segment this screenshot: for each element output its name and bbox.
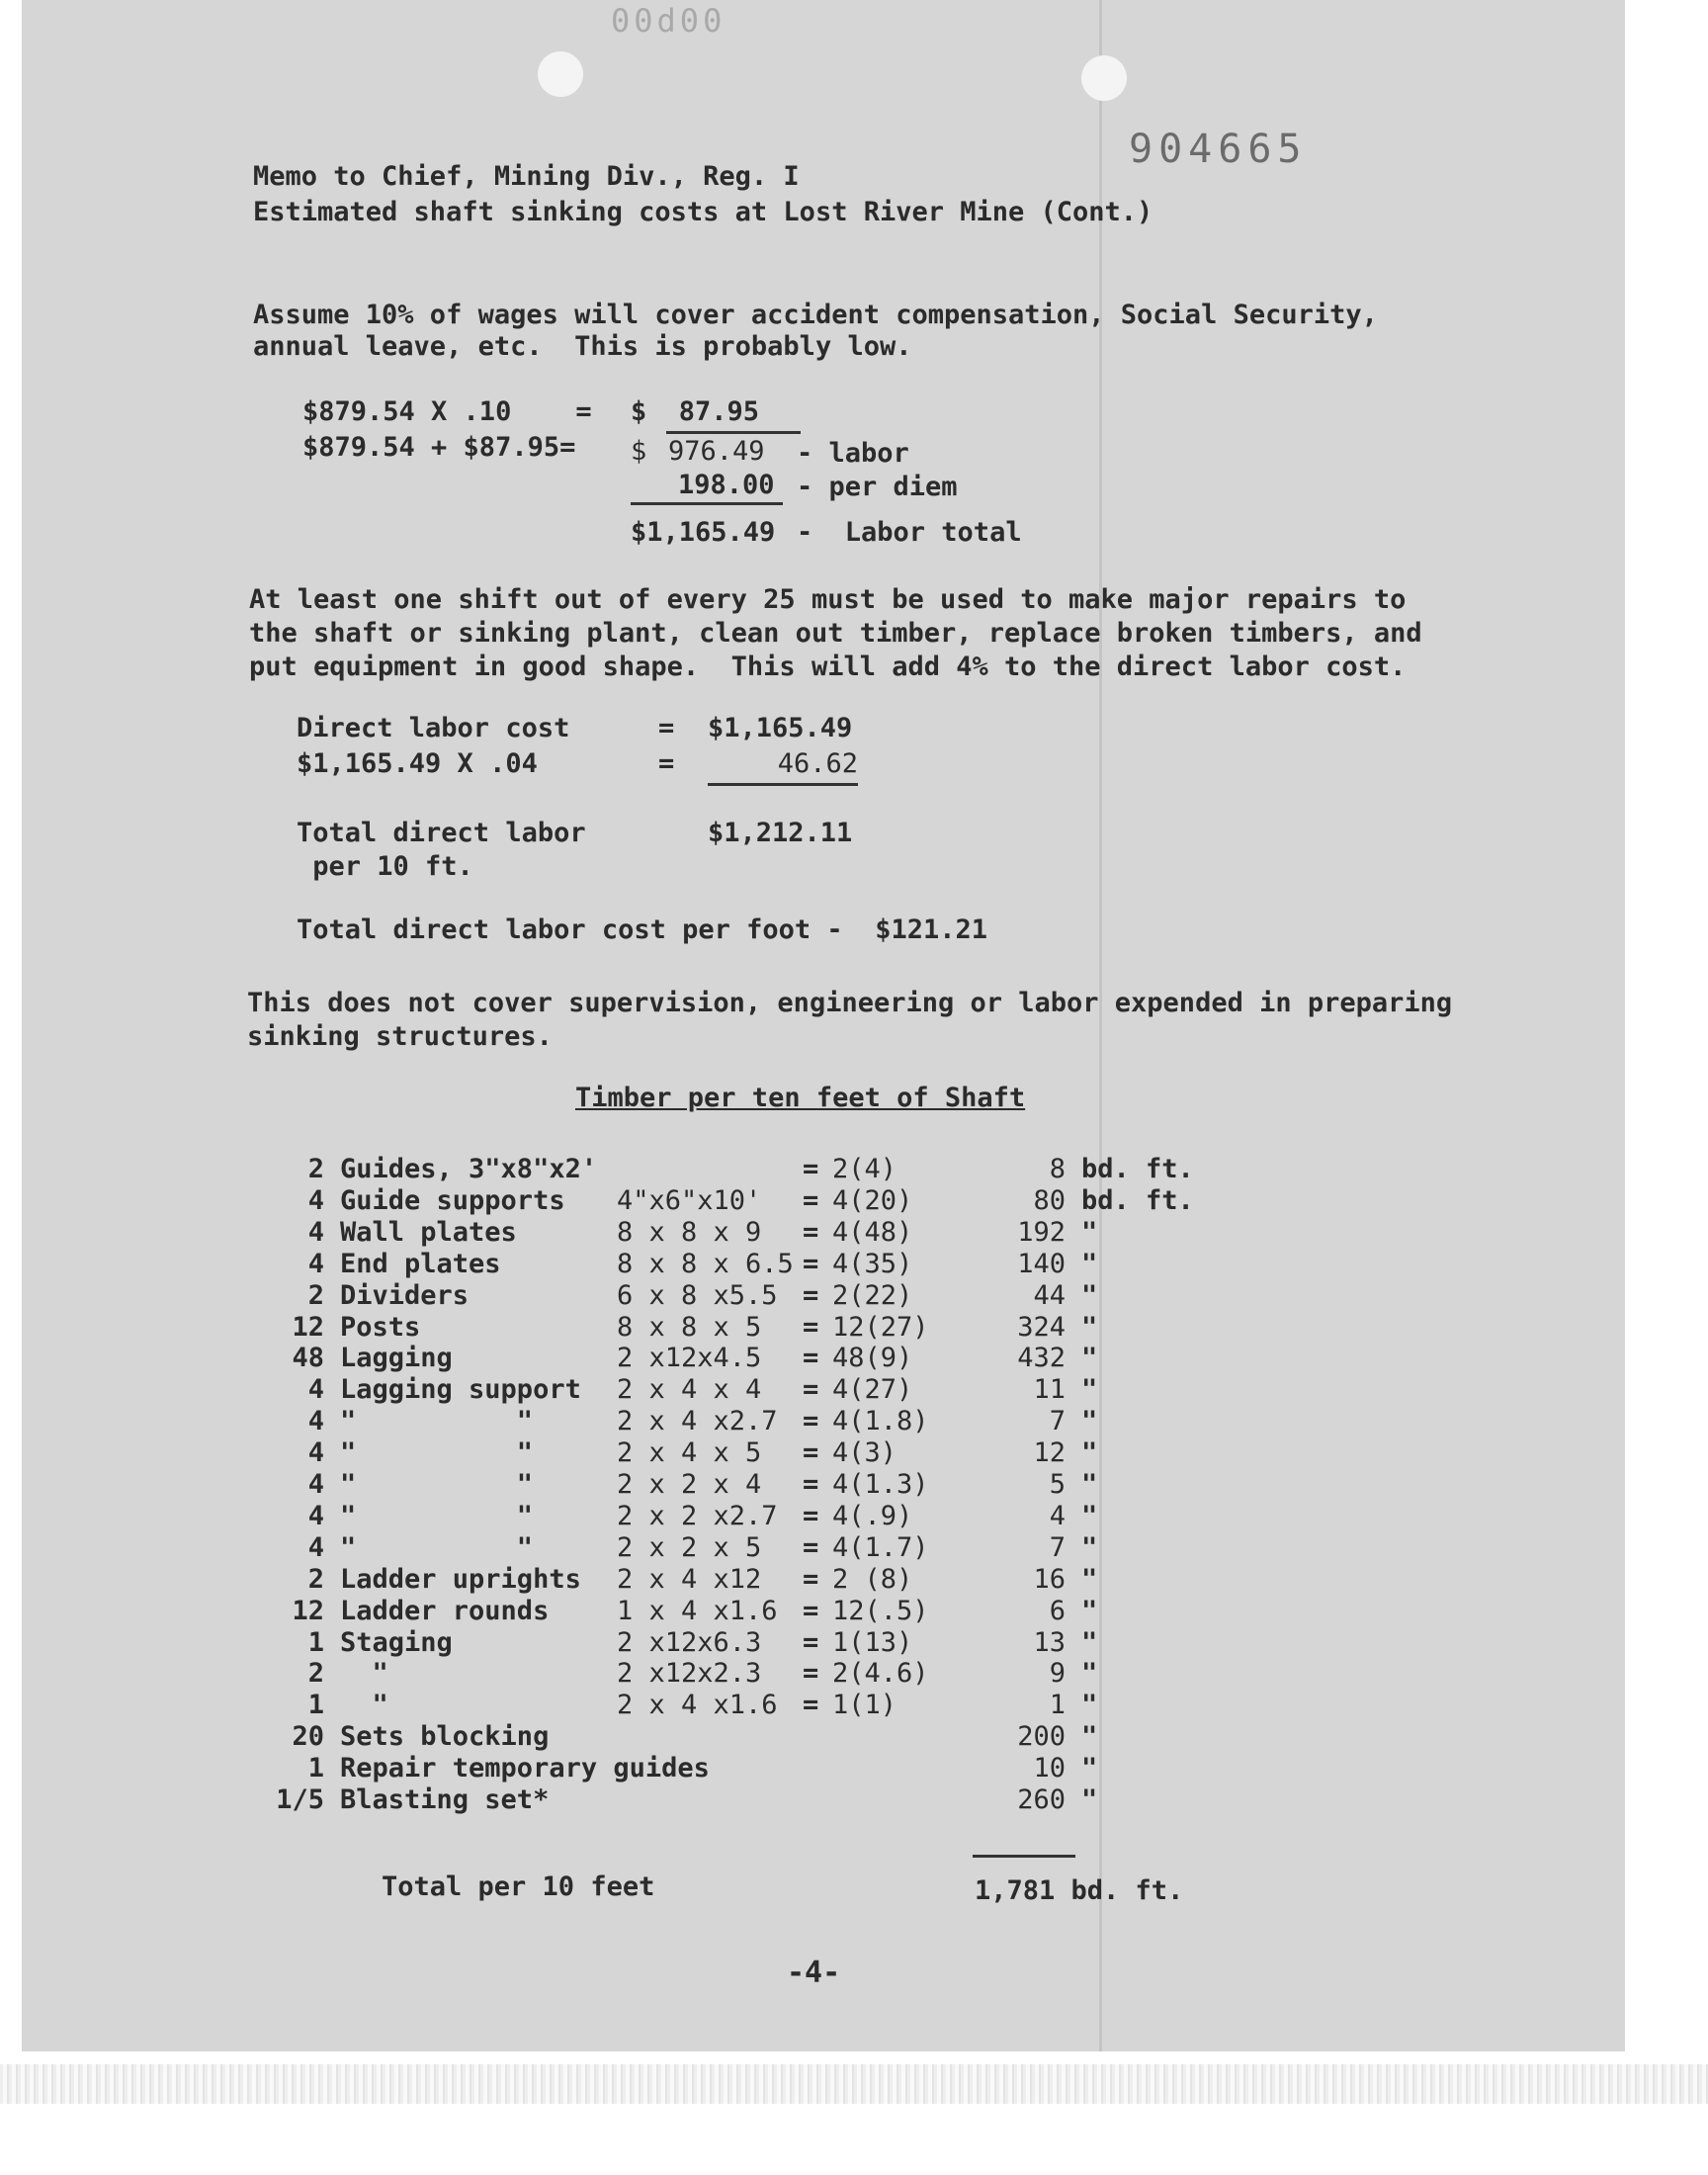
row-unit: " (1081, 1248, 1098, 1279)
row-calc: 4(.9) (832, 1500, 913, 1531)
row-dimensions: 2 x12x4.5 (617, 1343, 762, 1374)
paragraph-line: At least one shift out of every 25 must be used to make major repairs to (249, 584, 1407, 615)
row-item: Dividers (340, 1279, 470, 1311)
row-calc: 2(4.6) (832, 1658, 929, 1690)
row-qty: 4 (307, 1216, 324, 1248)
row-equals: = (803, 1563, 819, 1595)
calc-row-value: 198.00 (678, 470, 775, 500)
row-unit: " (1081, 1784, 1098, 1815)
row-calc: 4(3) (832, 1437, 897, 1469)
paragraph-line: Assume 10% of wages will cover accident compensation, Social Security, (253, 300, 1378, 330)
row-equals: = (803, 1406, 819, 1437)
row-qty: 2 (307, 1154, 324, 1184)
row-item: " " (340, 1406, 534, 1437)
row-qty: 48 (292, 1343, 324, 1374)
row-dimensions: 2 x12x2.3 (617, 1658, 762, 1690)
row-equals: = (803, 1500, 819, 1531)
paragraph-line: sinking structures. (247, 1021, 553, 1052)
row-qty: 4 (307, 1531, 324, 1563)
total-label: Total direct labor (297, 818, 586, 848)
row-item: Ladder rounds (340, 1595, 550, 1626)
row-board-feet: 432 (1017, 1343, 1066, 1374)
document-number: 904665 (1129, 127, 1308, 172)
row-dimensions: 2 x 2 x 5 (617, 1531, 762, 1563)
row-dimensions: 2 x 4 x 5 (617, 1437, 762, 1469)
row-item: " " (340, 1437, 534, 1469)
calc-row-left: $879.54 X .10 = (302, 396, 592, 427)
calc-row-desc: - labor (797, 438, 909, 469)
row-board-feet: 4 (1049, 1500, 1066, 1531)
row-board-feet: 8 (1049, 1154, 1066, 1184)
row-board-feet: 12 (1033, 1437, 1066, 1469)
row-qty: 12 (292, 1595, 324, 1626)
row-board-feet: 7 (1049, 1531, 1066, 1563)
row-calc: 2 (8) (832, 1563, 913, 1595)
underline-rule (666, 431, 801, 434)
row-board-feet: 7 (1049, 1406, 1066, 1437)
row-calc: 4(1.3) (832, 1469, 929, 1500)
row-equals: = (803, 1311, 819, 1343)
calc-row-left: $879.54 + $87.95= (302, 432, 576, 463)
row-qty: 1 (307, 1690, 324, 1721)
row-item: Blasting set* (340, 1784, 550, 1815)
row-board-feet: 260 (1017, 1784, 1066, 1815)
calc-row-eq: = (658, 713, 675, 743)
row-qty: 2 (307, 1563, 324, 1595)
row-qty: 20 (292, 1721, 324, 1753)
row-calc: 4(1.8) (832, 1406, 929, 1437)
paragraph-line: This does not cover supervision, engineering or labor expended in preparing (247, 988, 1453, 1018)
row-qty: 1 (307, 1626, 324, 1658)
row-unit: " (1081, 1311, 1098, 1343)
total-label: per 10 ft. (297, 851, 473, 882)
row-board-feet: 13 (1033, 1626, 1066, 1658)
row-dimensions: 2 x12x6.3 (617, 1626, 762, 1658)
row-dimensions: 2 x 4 x 4 (617, 1374, 762, 1406)
row-equals: = (803, 1626, 819, 1658)
memo-header-line2: Estimated shaft sinking costs at Lost River Mine (Cont.) (253, 197, 1153, 227)
row-item: Posts (340, 1311, 421, 1343)
row-equals: = (803, 1690, 819, 1721)
total-value: $1,212.11 (708, 818, 853, 848)
row-unit: " (1081, 1279, 1098, 1311)
row-qty: 4 (307, 1437, 324, 1469)
row-item: " " (340, 1469, 534, 1500)
row-item: " " (340, 1531, 534, 1563)
row-board-feet: 44 (1033, 1279, 1066, 1311)
row-board-feet: 1 (1049, 1690, 1066, 1721)
row-equals: = (803, 1154, 819, 1184)
row-calc: 12(27) (832, 1311, 929, 1343)
row-dimensions: 4"x6"x10' (617, 1184, 762, 1216)
row-qty: 12 (292, 1311, 324, 1343)
paragraph-line: the shaft or sinking plant, clean out timber, replace broken timbers, and (249, 618, 1422, 649)
calc-row-value: 976.49 (668, 436, 765, 467)
row-unit: " (1081, 1469, 1098, 1500)
row-board-feet: 10 (1033, 1753, 1066, 1784)
row-equals: = (803, 1279, 819, 1311)
row-board-feet: 80 (1033, 1184, 1066, 1216)
paragraph-line: put equipment in good shape. This will add 4% to the direct labor cost. (249, 652, 1407, 682)
row-unit: " (1081, 1721, 1098, 1753)
row-board-feet: 11 (1033, 1374, 1066, 1406)
row-item: Wall plates (340, 1216, 517, 1248)
row-dimensions: 2 x 2 x2.7 (617, 1500, 778, 1531)
row-qty: 4 (307, 1406, 324, 1437)
row-calc: 2(22) (832, 1279, 913, 1311)
calc-row-desc: - per diem (797, 472, 958, 502)
row-calc: 4(20) (832, 1184, 913, 1216)
row-calc: 2(4) (832, 1154, 897, 1184)
row-board-feet: 200 (1017, 1721, 1066, 1753)
table-title: Timber per ten feet of Shaft (575, 1083, 1026, 1113)
row-qty: 1 (307, 1753, 324, 1784)
table-total-value: 1,781 bd. ft. (975, 1875, 1184, 1906)
row-board-feet: 192 (1017, 1216, 1066, 1248)
cost-per-foot: Total direct labor cost per foot - $121.21 (297, 914, 987, 945)
row-equals: = (803, 1658, 819, 1690)
row-unit: " (1081, 1531, 1098, 1563)
underline-rule (631, 502, 783, 505)
row-equals: = (803, 1248, 819, 1279)
row-board-feet: 16 (1033, 1563, 1066, 1595)
row-qty: 2 (307, 1658, 324, 1690)
row-item: Lagging support (340, 1374, 581, 1406)
row-calc: 1(1) (832, 1690, 897, 1721)
row-item: Guide supports (340, 1184, 565, 1216)
row-dimensions: 8 x 8 x 6.5 (617, 1248, 794, 1279)
scan-artifact-strip (0, 2064, 1708, 2104)
row-dimensions: 6 x 8 x5.5 (617, 1279, 778, 1311)
calc-row-value: 46.62 (777, 748, 858, 779)
row-equals: = (803, 1184, 819, 1216)
row-item: End plates (340, 1248, 501, 1279)
paragraph-line: annual leave, etc. This is probably low. (253, 331, 912, 362)
row-unit: " (1081, 1595, 1098, 1626)
calc-row-desc: - Labor total (797, 517, 1022, 548)
row-equals: = (803, 1216, 819, 1248)
row-dimensions: 8 x 8 x 5 (617, 1311, 762, 1343)
row-item: " (340, 1658, 388, 1690)
row-qty: 4 (307, 1374, 324, 1406)
calc-row-left: Direct labor cost (297, 713, 570, 743)
row-calc: 4(1.7) (832, 1531, 929, 1563)
row-calc: 48(9) (832, 1343, 913, 1374)
row-unit: " (1081, 1374, 1098, 1406)
row-dimensions: 8 x 8 x 9 (617, 1216, 762, 1248)
row-equals: = (803, 1531, 819, 1563)
row-equals: = (803, 1595, 819, 1626)
calc-row-eq: = (658, 748, 675, 779)
row-dimensions: 1 x 4 x1.6 (617, 1595, 778, 1626)
underline-rule (973, 1855, 1075, 1858)
row-equals: = (803, 1469, 819, 1500)
row-qty: 4 (307, 1469, 324, 1500)
row-unit: " (1081, 1437, 1098, 1469)
row-unit: " (1081, 1753, 1098, 1784)
row-unit: bd. ft. (1081, 1184, 1194, 1216)
calc-row-value: $1,165.49 (708, 713, 853, 743)
row-board-feet: 6 (1049, 1595, 1066, 1626)
row-dimensions: 2 x 4 x12 (617, 1563, 762, 1595)
row-unit: " (1081, 1343, 1098, 1374)
row-item: Ladder uprights (340, 1563, 581, 1595)
row-unit: bd. ft. (1081, 1154, 1194, 1184)
row-qty: 1/5 (276, 1784, 324, 1815)
row-board-feet: 5 (1049, 1469, 1066, 1500)
page-number: -4- (787, 1956, 841, 1990)
table-total-label: Total per 10 feet (382, 1871, 655, 1902)
row-board-feet: 9 (1049, 1658, 1066, 1690)
row-qty: 4 (307, 1500, 324, 1531)
row-dimensions: 2 x 4 x1.6 (617, 1690, 778, 1721)
row-item: " " (340, 1500, 534, 1531)
row-dimensions: 2 x 2 x 4 (617, 1469, 762, 1500)
row-board-feet: 324 (1017, 1311, 1066, 1343)
calc-row-value: $ 87.95 (631, 396, 760, 427)
row-unit: " (1081, 1563, 1098, 1595)
row-unit: " (1081, 1216, 1098, 1248)
row-item: Guides, 3"x8"x2' (340, 1154, 598, 1184)
row-qty: 4 (307, 1184, 324, 1216)
row-equals: = (803, 1437, 819, 1469)
row-dimensions: 2 x 4 x2.7 (617, 1406, 778, 1437)
calc-row-value: $1,165.49 (631, 517, 776, 548)
row-qty: 2 (307, 1279, 324, 1311)
calc-row-left: $1,165.49 X .04 (297, 748, 538, 779)
punch-hole (1081, 55, 1127, 101)
row-unit: " (1081, 1626, 1098, 1658)
row-calc: 4(27) (832, 1374, 913, 1406)
underline-rule (708, 783, 858, 786)
punch-hole (538, 51, 583, 97)
row-qty: 4 (307, 1248, 324, 1279)
row-item: Sets blocking (340, 1721, 550, 1753)
row-board-feet: 140 (1017, 1248, 1066, 1279)
row-unit: " (1081, 1658, 1098, 1690)
row-item: " (340, 1690, 388, 1721)
row-item: Staging (340, 1626, 453, 1658)
row-calc: 12(.5) (832, 1595, 929, 1626)
top-stamp: 00d00 (611, 2, 726, 40)
row-unit: " (1081, 1690, 1098, 1721)
row-unit: " (1081, 1406, 1098, 1437)
row-item: Lagging (340, 1343, 453, 1374)
row-item: Repair temporary guides (340, 1753, 710, 1784)
row-unit: " (1081, 1500, 1098, 1531)
memo-header-line1: Memo to Chief, Mining Div., Reg. I (253, 161, 800, 192)
row-equals: = (803, 1374, 819, 1406)
row-calc: 4(48) (832, 1216, 913, 1248)
row-calc: 1(13) (832, 1626, 913, 1658)
row-calc: 4(35) (832, 1248, 913, 1279)
row-equals: = (803, 1343, 819, 1374)
currency-sign: $ (631, 436, 647, 467)
